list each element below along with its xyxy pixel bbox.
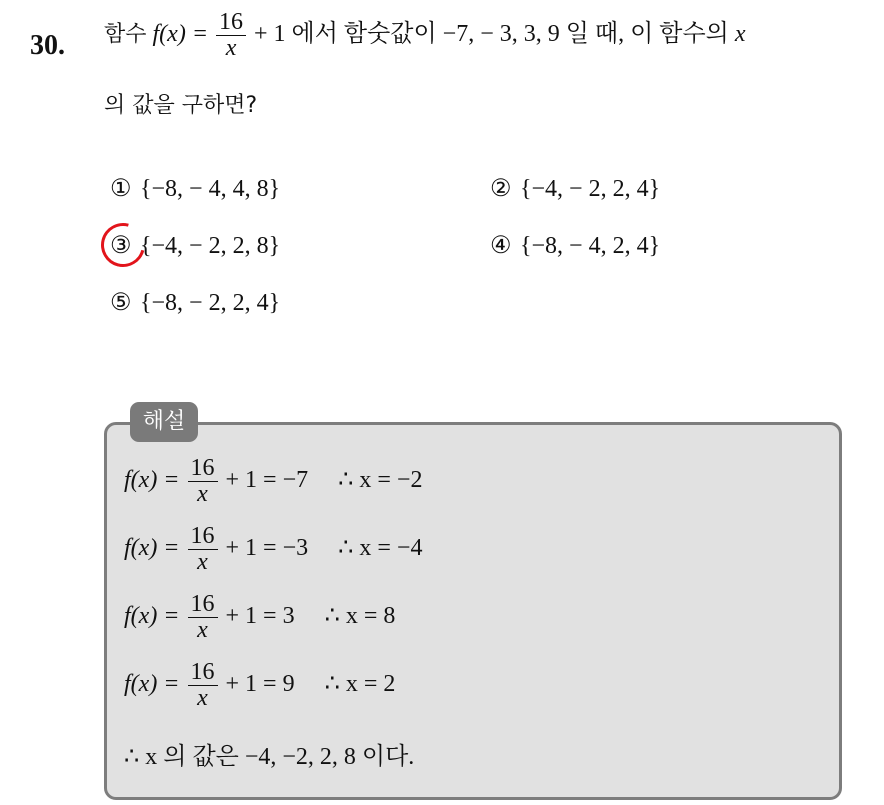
- choice-4-mark: ④: [490, 233, 512, 259]
- choice-2-mark: ②: [490, 176, 512, 202]
- solution-line-2-result: ∴ x = −4: [338, 535, 423, 562]
- solution-line-1-denominator: x: [188, 481, 218, 507]
- solution-conclusion: ∴ x 의 값은 −4, −2, 2, 8 이다.: [124, 744, 415, 770]
- solution-line-1: [124, 456, 422, 507]
- solution-line-3-fraction: [188, 592, 218, 643]
- choice-5-text: {−8, − 2, 2, 4}: [140, 290, 281, 316]
- answer-circle-mark: [93, 215, 153, 275]
- solution-line-1-fraction: [188, 456, 218, 507]
- solution-line-4-mid: + 1 = 9: [225, 671, 295, 698]
- question-fraction: [216, 10, 246, 61]
- question-variable: x: [734, 21, 746, 48]
- choice-5[interactable]: [110, 288, 280, 317]
- solution-line-2: [124, 524, 422, 575]
- solution-line-4-lhs: f(x) =: [124, 671, 180, 698]
- question-function: f(x) =: [152, 21, 209, 48]
- solution-line-2-fraction: [188, 524, 218, 575]
- solution-line-1-lhs: f(x) =: [124, 467, 180, 494]
- question-line-1: [104, 10, 746, 61]
- solution-line-2-lhs: f(x) =: [124, 535, 180, 562]
- solution-line-4-denominator: x: [188, 685, 218, 711]
- solution-line-4-fraction: [188, 660, 218, 711]
- fraction-denominator: x: [216, 35, 246, 61]
- question-intro: 함수: [104, 22, 147, 48]
- fraction-numerator: 16: [219, 9, 244, 35]
- choice-1-mark: ①: [110, 176, 132, 202]
- solution-line-2-mid: + 1 = −3: [225, 535, 309, 562]
- choice-3-mark: ③: [110, 233, 132, 259]
- solution-line-1-mid: + 1 = −7: [225, 467, 309, 494]
- choice-1-text: {−8, − 4, 4, 8}: [140, 176, 281, 202]
- solution-line-2-denominator: x: [188, 549, 218, 575]
- solution-line-3-mid: + 1 = 3: [225, 603, 295, 630]
- solution-line-3-lhs: f(x) =: [124, 603, 180, 630]
- choice-3-text: {−4, − 2, 2, 8}: [140, 233, 281, 259]
- choice-2[interactable]: [490, 174, 660, 203]
- solution-line-3: [124, 592, 395, 643]
- solution-tag: 해설: [130, 402, 198, 442]
- solution-line-3-result: ∴ x = 8: [324, 603, 396, 630]
- solution-line-1-numerator: 16: [190, 455, 215, 481]
- solution-line-4-numerator: 16: [190, 659, 215, 685]
- choice-4[interactable]: [490, 231, 660, 260]
- solution-line-1-result: ∴ x = −2: [338, 467, 423, 494]
- choice-1[interactable]: [110, 174, 280, 203]
- choice-5-mark: ⑤: [110, 290, 132, 316]
- question-condition: + 1 에서 함숫값이 −7, − 3, 3, 9 일 때, 이 함수의: [254, 21, 729, 48]
- question-number: 30.: [30, 30, 65, 61]
- solution-line-3-numerator: 16: [190, 591, 215, 617]
- question-line-2: 의 값을 구하면?: [104, 93, 258, 118]
- solution-line-4-result: ∴ x = 2: [324, 671, 396, 698]
- solution-line-4: [124, 660, 395, 711]
- solution-line-3-denominator: x: [188, 617, 218, 643]
- choice-4-text: {−8, − 4, 2, 4}: [520, 233, 661, 259]
- choice-2-text: {−4, − 2, 2, 4}: [520, 176, 661, 202]
- solution-line-2-numerator: 16: [190, 523, 215, 549]
